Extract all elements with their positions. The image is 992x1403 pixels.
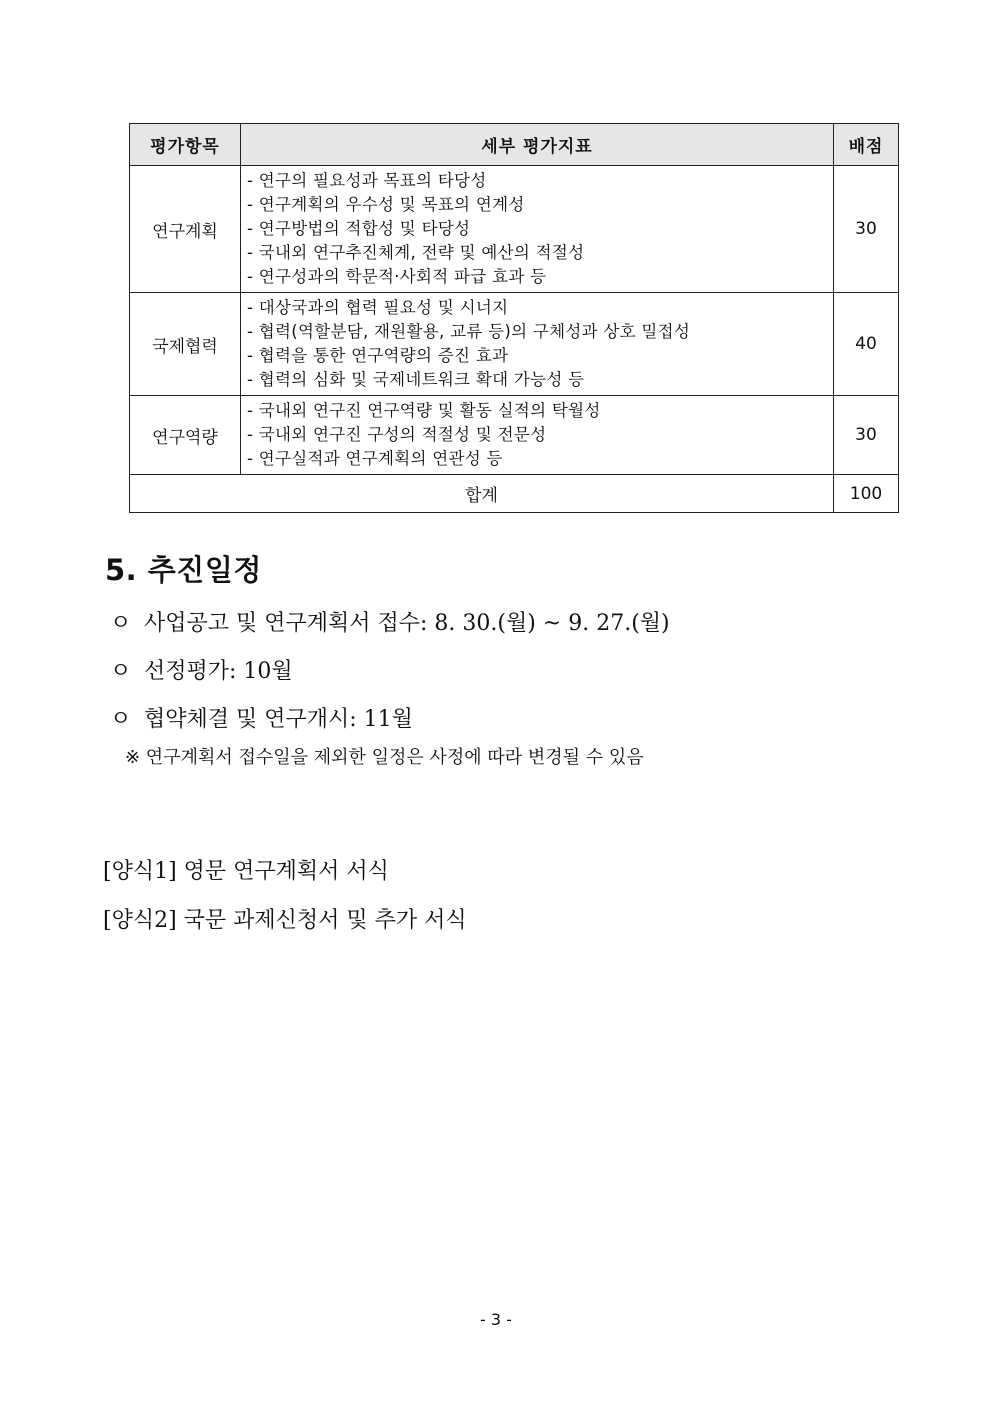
schedule-item-text: 협약체결 및 연구개시: 11월 — [144, 707, 413, 732]
table-header-row — [130, 124, 899, 166]
row-score: 30 — [834, 166, 899, 293]
table-row — [130, 396, 899, 475]
schedule-item — [110, 654, 293, 685]
row-criteria-list — [241, 396, 834, 475]
row-category: 국제협력 — [130, 293, 241, 396]
form-reference: [양식2] 국문 과제신청서 및 추가 서식 — [103, 908, 467, 933]
row-score: 40 — [834, 293, 899, 396]
evaluation-table — [129, 123, 899, 513]
total-label: 합계 — [130, 475, 834, 513]
row-criteria-list — [241, 293, 834, 396]
criterion-item: - 대상국과의 협력 필요성 및 시너지 — [247, 298, 509, 317]
criterion-item: - 국내외 연구진 구성의 적절성 및 전문성 — [247, 425, 547, 444]
criterion-item: - 연구계획의 우수성 및 목표의 연계성 — [247, 195, 525, 214]
criterion-item: - 연구방법의 적합성 및 타당성 — [247, 219, 471, 238]
criterion-item: - 연구실적과 연구계획의 연관성 등 — [247, 449, 503, 468]
criterion-item: - 연구성과의 학문적·사회적 파급 효과 등 — [247, 267, 547, 286]
schedule-item — [110, 606, 670, 637]
header-criteria: 세부 평가지표 — [241, 124, 834, 166]
criterion-item: - 협력(역할분담, 재원활용, 교류 등)의 구체성과 상호 밀접성 — [247, 322, 691, 341]
bullet-icon: ㅇ — [110, 659, 132, 684]
bullet-icon: ㅇ — [110, 707, 132, 732]
criterion-item: - 협력의 심화 및 국제네트워크 확대 가능성 등 — [247, 370, 585, 389]
schedule-note: ※ 연구계획서 접수일을 제외한 일정은 사정에 따라 변경될 수 있음 — [125, 747, 644, 768]
header-score: 배점 — [834, 124, 899, 166]
row-criteria-list — [241, 166, 834, 293]
page-number: - 3 - — [480, 1310, 512, 1329]
criterion-item: - 국내외 연구진 연구역량 및 활동 실적의 탁월성 — [247, 401, 601, 420]
row-category: 연구계획 — [130, 166, 241, 293]
criterion-item: - 연구의 필요성과 목표의 타당성 — [247, 171, 487, 190]
table-total-row — [130, 475, 899, 513]
criterion-item: - 국내외 연구추진체계, 전략 및 예산의 적절성 — [247, 243, 585, 262]
header-category: 평가항목 — [130, 124, 241, 166]
criterion-item: - 협력을 통한 연구역량의 증진 효과 — [247, 346, 509, 365]
schedule-item-text: 선정평가: 10월 — [144, 659, 293, 684]
row-category: 연구역량 — [130, 396, 241, 475]
form-reference: [양식1] 영문 연구계획서 서식 — [103, 859, 389, 884]
table-row — [130, 166, 899, 293]
bullet-icon: ㅇ — [110, 611, 132, 636]
schedule-item-text: 사업공고 및 연구계획서 접수: 8. 30.(월) ~ 9. 27.(월) — [144, 611, 670, 636]
section-title: 5. 추진일정 — [105, 553, 262, 587]
schedule-item — [110, 702, 413, 733]
row-score: 30 — [834, 396, 899, 475]
table-row — [130, 293, 899, 396]
total-score: 100 — [834, 475, 899, 513]
